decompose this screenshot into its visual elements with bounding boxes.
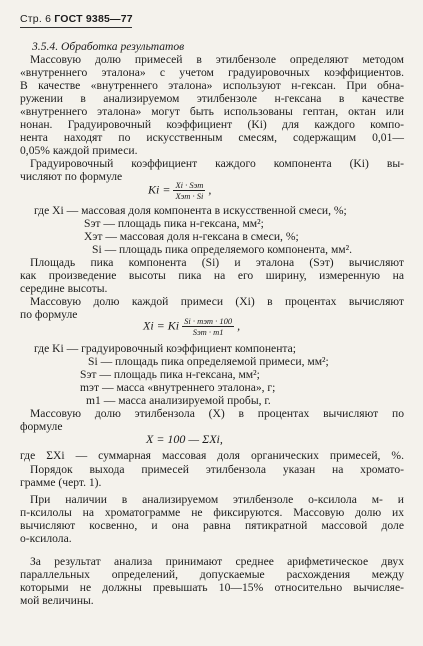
text-line: середине высоты. (20, 282, 108, 295)
fraction-numerator: Si · mэт · 100 (184, 316, 233, 326)
text-line: В качестве «внутреннего эталона» используют н-гексан. При обна- (20, 79, 404, 92)
text-line: числяют по формуле (20, 170, 123, 183)
fraction-denominator: Xэт · Si (175, 191, 204, 201)
text-line: о-ксилола. (20, 532, 72, 545)
text-line: «внутреннего эталона» могут быть использованы гептан, октан или (20, 105, 404, 118)
text-line: п-ксилолы на хроматограмме не фиксируются. Массовую долю их (20, 506, 404, 519)
text-line: Массовую долю этилбензола (X) в процентах вычисляют по (30, 407, 404, 420)
text-line: формуле (20, 420, 63, 433)
header-rule (20, 27, 132, 28)
formula-comma: , (208, 182, 212, 197)
where-line: Si — площадь пика определяемой примеси, мм²; (88, 355, 329, 368)
fraction-denominator: Sэт · m1 (192, 327, 224, 337)
text-line: грамме (черт. 1). (20, 476, 102, 489)
text-line: «внутреннего эталона» с учетом градуировочных коэффициентов. (20, 66, 404, 79)
where-line: где ΣXi — суммарная массовая доля органических примесей, %. (20, 449, 404, 462)
text-line: мой величины. (20, 594, 94, 607)
formula-lhs: Xi = Ki (143, 318, 180, 333)
text-line: Градуировочный коэффициент каждого компонента (Ki) вы- (30, 157, 404, 170)
where-line: Si — площадь пика определяемого компонента, мм². (92, 243, 353, 256)
text-line: Порядок выхода примесей этилбензола указан на хромато- (30, 463, 404, 476)
text-line: При наличии в анализируемом этилбензоле о-ксилола м- и (30, 493, 404, 506)
where-line: где Xi — массовая доля компонента в искусственной смеси, %; (34, 204, 347, 217)
formula-lhs: Ki = (148, 182, 171, 197)
text-line: как произведение высоты пика на его ширину, измеренную на (20, 269, 404, 282)
text-line: нонан. Градуировочный коэффициент (Ki) для каждого компо- (20, 118, 404, 131)
text-line: Площадь пика компонента (Si) и эталона (Sэт) вычисляют (30, 256, 404, 269)
section-title: 3.5.4. Обработка результатов (32, 40, 185, 53)
text-line: Массовую долю примесей в этилбензоле определяют методом (30, 53, 404, 66)
text-line: ружении в анализируемом этилбензоле н-гексана в качестве (20, 92, 404, 105)
text-line: вычисляют косвенно, и она равна пятикратной массовой доле (20, 519, 404, 532)
formula-x: X = 100 — ΣXi, (146, 432, 223, 446)
text-line: За результат анализа принимают среднее арифметическое двух (30, 555, 404, 568)
page-header (20, 13, 133, 25)
formula-fraction (173, 180, 205, 201)
text-line: параллельных определений, допускаемые расхождения между (20, 568, 404, 581)
where-line: m1 — масса анализируемой пробы, г. (86, 394, 271, 407)
where-line: Sэт — площадь пика н-гексана, мм²; (80, 368, 260, 381)
text-line: по формуле (20, 308, 78, 321)
formula-xi (143, 316, 240, 337)
formula-fraction (182, 316, 234, 337)
where-line: где Ki — градуировочный коэффициент компонента; (34, 342, 296, 355)
standard-number: ГОСТ 9385—77 (54, 13, 133, 25)
text-line: 0,05% каждой примеси. (20, 144, 138, 157)
formula-comma: , (237, 318, 241, 333)
where-line: Xэт — массовая доля н-гексана в смеси, %; (84, 230, 299, 243)
text-line: нента находят по искусственным смесям, содержащим 0,01— (20, 131, 404, 144)
text-line: Массовую долю каждой примеси (Xi) в процентах вычисляют (30, 295, 404, 308)
text-line: которыми не должны превышать 10—15% относительно вычисляе- (20, 581, 404, 594)
formula-k (148, 180, 211, 201)
page-number: Стр. 6 (20, 13, 52, 25)
fraction-numerator: Xi · Sэт (175, 180, 204, 190)
where-line: Sэт — площадь пика н-гексана, мм²; (84, 217, 264, 230)
where-line: mэт — масса «внутреннего эталона», г; (80, 381, 276, 394)
